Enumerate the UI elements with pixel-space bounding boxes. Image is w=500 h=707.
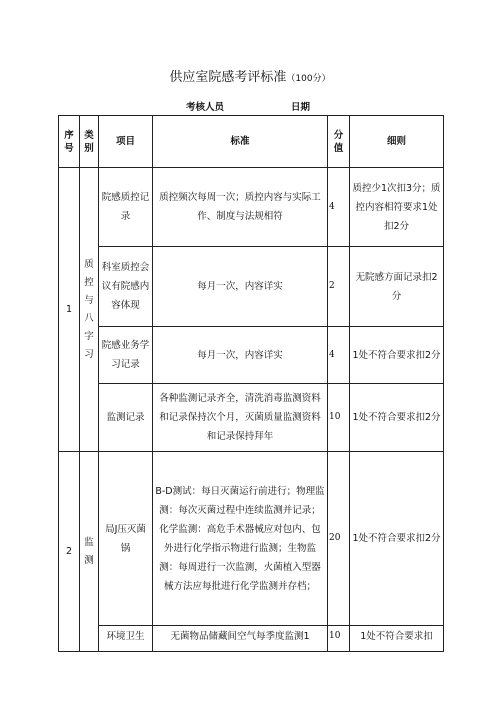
score-cell: 4: [328, 327, 350, 384]
item-cell: 环境卫生: [99, 626, 153, 652]
header-row: [59, 116, 444, 168]
header-standard: 标准: [153, 116, 328, 168]
score-cell: 10: [328, 626, 350, 652]
detail-cell: 质控少1次扣3分；质控内容相符要求1处扣2分: [350, 168, 444, 247]
item-cell: 局J压灭菌锅: [99, 452, 153, 626]
title-text: 供应室院感考评标准: [169, 70, 287, 85]
score-cell: 10: [328, 384, 350, 452]
item-cell: 院感质控记录: [99, 168, 153, 247]
header-detail: 细则: [350, 116, 444, 168]
table-row: [59, 168, 444, 247]
score-cell: 20: [328, 452, 350, 626]
detail-cell: 1处不符合要求扣: [350, 626, 444, 652]
score-cell: 2: [328, 247, 350, 327]
header-item: 项目: [99, 116, 153, 168]
header-category: 类别: [80, 116, 99, 168]
table-row: [59, 327, 444, 384]
standard-cell: 各种监测记录齐全，清洗消毒监测资料和记录保持次个月，灭菌质量监测资料和记录保持拜年: [153, 384, 328, 452]
table-row: [59, 452, 444, 626]
table-row: [59, 247, 444, 327]
standard-cell: 无菌物品储藏间空气每季度监测1: [153, 626, 328, 652]
standard-cell: 质控频次每周一次；质控内容与实际工作、制度与法规相符: [153, 168, 328, 247]
table-row: [59, 384, 444, 452]
item-cell: 科室质控会议有院感内容体现: [99, 247, 153, 327]
table-row: [59, 626, 444, 652]
document-title: [0, 66, 500, 85]
header-seq: 序号: [59, 116, 80, 168]
category-cell: 监测: [80, 452, 99, 652]
detail-cell: 1处不符合要求扣2分: [350, 384, 444, 452]
evaluation-table: [58, 115, 444, 652]
reviewer-label: 考核人员: [186, 102, 225, 113]
score-cell: 4: [328, 168, 350, 247]
detail-cell: 1处不符合要求扣2分: [350, 452, 444, 626]
standard-cell: 每月一次，内容详实: [153, 247, 328, 327]
header-score: 分值: [328, 116, 350, 168]
detail-cell: 1处不符合要求扣2分: [350, 327, 444, 384]
detail-cell: 无院感方面记录扣2分: [350, 247, 444, 327]
title-suffix: （100分）: [286, 74, 331, 84]
seq-cell: 1: [59, 168, 80, 452]
standard-cell: B-D测试：每日灭菌运行前进行；物理监测：每次灭菌过程中连续监测并记录；化学监测：高危手术器械应对包内、包外进行化学指示物进行监测；生物监测：每周进行一次监测，火菌植入型器械方法应每批进行化学监测并存档；: [153, 452, 328, 626]
item-cell: 院感业务学习记录: [99, 327, 153, 384]
category-cell: 质控与八字习: [80, 168, 99, 452]
seq-cell: 2: [59, 452, 80, 652]
date-label: 日期: [291, 102, 311, 113]
standard-cell: 每月一次，内容详实: [153, 327, 328, 384]
item-cell: 监测记录: [99, 384, 153, 452]
